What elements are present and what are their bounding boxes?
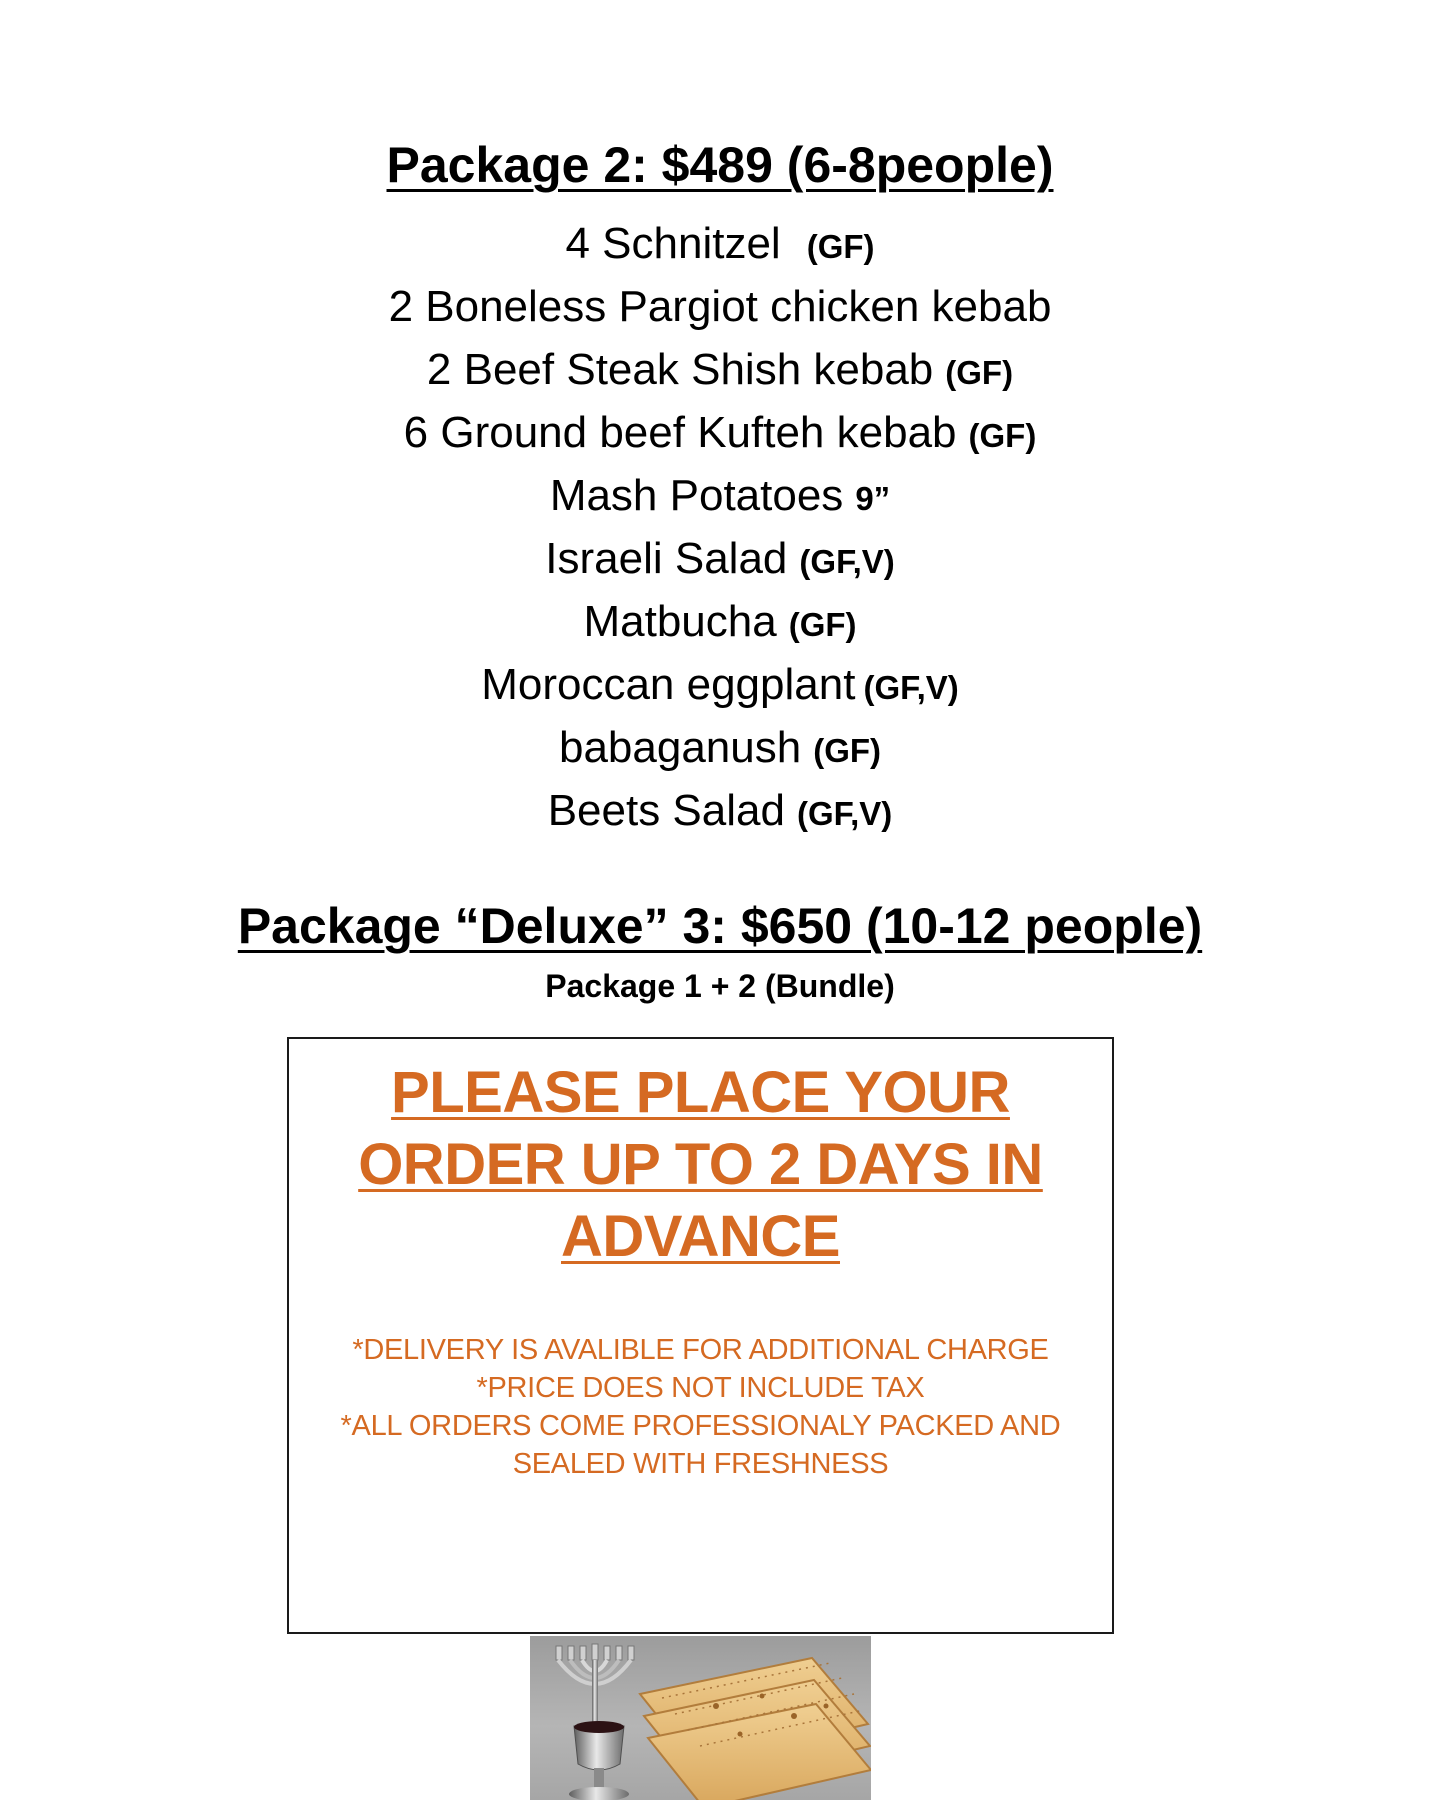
- menu-item-name: 2 Beef Steak Shish kebab: [426, 345, 934, 394]
- note-line: *PRICE DOES NOT INCLUDE TAX: [476, 1372, 925, 1404]
- menu-item-name: Matbucha: [583, 597, 777, 646]
- diet-tag: (GF): [968, 417, 1037, 454]
- menu-item: [0, 779, 1440, 842]
- size-tag: 9”: [855, 480, 891, 517]
- menu-item: [0, 275, 1440, 338]
- package-3-subtitle: Package 1 + 2 (Bundle): [545, 968, 895, 1004]
- headline-text: PLEASE PLACE YOUR: [391, 1060, 1010, 1125]
- diet-tag: (GF): [945, 354, 1014, 391]
- menu-item-name: Israeli Salad: [545, 534, 788, 583]
- package-3-heading: Package “Deluxe” 3: $650 (10-12 people): [237, 898, 1203, 954]
- passover-photo: [530, 1636, 871, 1800]
- menu-item-name: babaganush: [558, 723, 802, 772]
- package-2-heading: Package 2: $489 (6-8people): [386, 137, 1054, 193]
- menu-item-name: Moroccan eggplant: [481, 660, 856, 709]
- menu-item-name: 4 Schnitzel: [565, 219, 781, 268]
- headline-line: [289, 1129, 1112, 1201]
- headline-text: ADVANCE: [561, 1204, 840, 1269]
- diet-tag: (GF): [806, 228, 875, 265]
- menu-item: [0, 401, 1440, 464]
- menu-item: [0, 338, 1440, 401]
- headline-line: [289, 1057, 1112, 1129]
- menu-item-name: 6 Ground beef Kufteh kebab: [403, 408, 957, 457]
- diet-tag: (GF,V): [799, 543, 895, 580]
- menu-item-name: Beets Salad: [547, 786, 785, 835]
- note-line: SEALED WITH FRESHNESS: [512, 1448, 889, 1480]
- menu-item: [0, 527, 1440, 590]
- note-line: *ALL ORDERS COME PROFESSIONALY PACKED AND: [340, 1410, 1061, 1442]
- diet-tag: (GF,V): [796, 795, 893, 832]
- menu-item: [0, 716, 1440, 779]
- headline-text: ORDER UP TO 2 DAYS IN: [358, 1132, 1043, 1197]
- diet-tag: (GF): [813, 732, 882, 769]
- note-line: *DELIVERY IS AVALIBLE FOR ADDITIONAL CHARGE: [352, 1334, 1049, 1366]
- diet-tag: (GF): [788, 606, 857, 643]
- menu-item: [0, 464, 1440, 527]
- menu-item-name: Mash Potatoes: [549, 471, 844, 520]
- passover-photo-illustration: [530, 1636, 871, 1800]
- headline-line: [289, 1201, 1112, 1273]
- diet-tag: (GF,V): [863, 669, 959, 706]
- matzah-icon: [640, 1658, 871, 1800]
- menu-item: [0, 590, 1440, 653]
- package-2-item-list: [0, 212, 1440, 842]
- kiddush-cup-icon: [569, 1721, 629, 1800]
- menu-item-name: 2 Boneless Pargiot chicken kebab: [388, 282, 1052, 331]
- menu-item: [0, 212, 1440, 275]
- menu-item: [0, 653, 1440, 716]
- order-notice-box: [287, 1037, 1114, 1634]
- order-notice-headline: [289, 1057, 1112, 1273]
- order-notice-notes: [289, 1331, 1112, 1483]
